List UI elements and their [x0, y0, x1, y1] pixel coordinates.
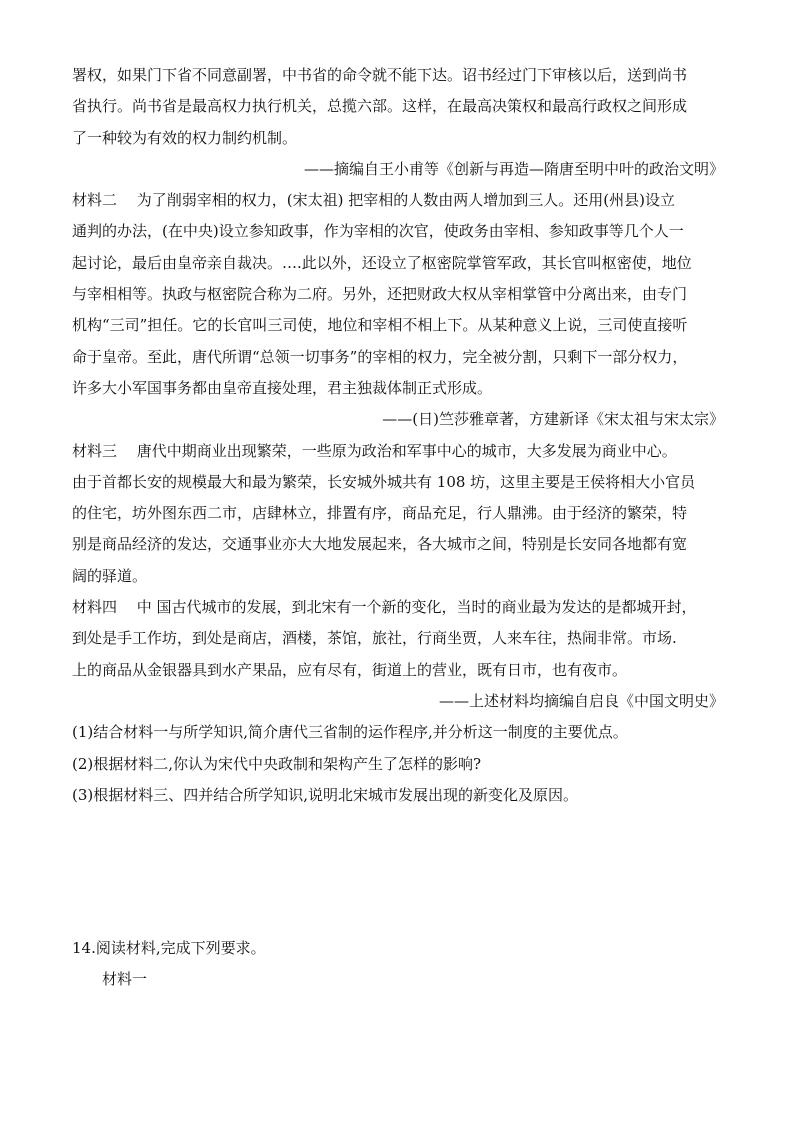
material2-line: 许多大小军国事务都由皇帝直接处理，君主独裁体制正式形成。	[72, 378, 493, 397]
material2-line: 命于皇帝。至此，唐代所谓“总领一切事务”的宰相的权力，完全被分割，只剩下一部分权力，	[72, 347, 688, 366]
material3-line: 阔的驿道。	[72, 566, 148, 585]
source-citation-1: ——摘编自王小甫等《创新与再造—隋唐至明中叶的政治文明》	[303, 159, 724, 178]
document-body	[72, 60, 724, 996]
material1-line: 署权，如果门下省不同意副署，中书省的命令就不能下达。诏书经过门下审核以后，送到尚书	[72, 66, 688, 84]
material2-line: 通判的办法，(在中央)设立参知政事，作为宰相的次官，使政务由宰相、参知政事等几个人一	[72, 222, 684, 241]
material2-line: 起讨论，最后由皇帝亲自裁决。….此以外，还设立了枢密院掌管军政，其长官叫枢密使，地位	[72, 253, 692, 272]
material3-line: 材料三 唐代中期商业出现繁荣，一些原为政治和军事中心的城市，大多发展为商业中心。	[72, 441, 677, 460]
source-citation-3: ——上述材料均摘编自启良《中国文明史》	[438, 691, 724, 710]
material3-line: 由于首都长安的规模最大和最为繁荣，长安城外城共有 108 坊，这里主要是王侯将相大小官员	[72, 472, 696, 491]
answer-space	[72, 811, 724, 933]
question-14-heading: 14.阅读材料,完成下列要求。	[72, 939, 266, 958]
question-2: (2)根据材料二,你认为宋代中央政制和架构产生了怎样的影响?	[72, 754, 482, 773]
material4-line: 上的商品从金银器具到水产果品，应有尽有，街道上的营业，既有日市，也有夜市。	[72, 660, 628, 679]
material1-line: 了一种较为有效的权力制约机制。	[72, 128, 298, 147]
material3-line: 的住宅，坊外图东西二市，店肆林立，排置有序，商品充足，行人鼎沸。由于经济的繁荣，特	[72, 504, 688, 523]
material3-line: 别是商品经济的发达，交通事业亦大大地发展起来，各大城市之间，特别是长安同各地都有宽	[72, 535, 688, 554]
source-citation-2: ——(日)竺莎雅章著，方建新译《宋太祖与宋太宗》	[382, 410, 724, 429]
material1-line: 省执行。尚书省是最高权力执行机关，总揽六部。这样，在最高决策权和最高行政权之间形成	[72, 97, 688, 116]
material2-line: 机构“三司”担任。它的长官叫三司使，地位和宰相不相上下。从某种意义上说，三司使直接听	[72, 316, 688, 335]
material4-line: 到处是手工作坊，到处是商店，酒楼，茶馆，旅社，行商坐贾，人来车往，热闹非常。市场.	[72, 629, 677, 648]
material2-line: 材料二 为了削弱宰相的权力，(宋太祖) 把宰相的人数由两人增加到三人。还用(州县)设立	[72, 191, 675, 210]
material-label: 材料一	[102, 970, 148, 989]
material2-line: 与宰相相等。执政与枢密院合称为二府。另外，还把财政大权从宰相掌管中分离出来，由专门	[72, 285, 688, 304]
material4-line: 材料四 中 国古代城市的发展，到北宋有一个新的变化，当时的商业最为发达的是都城开封，	[72, 598, 697, 617]
question-3: (3)根据材料三、四并结合所学知识,说明北宋城市发展出现的新变化及原因。	[72, 785, 579, 804]
question-1: (1)结合材料一与所学知识,简介唐代三省制的运作程序,并分析这一制度的主要优点。	[72, 723, 628, 742]
